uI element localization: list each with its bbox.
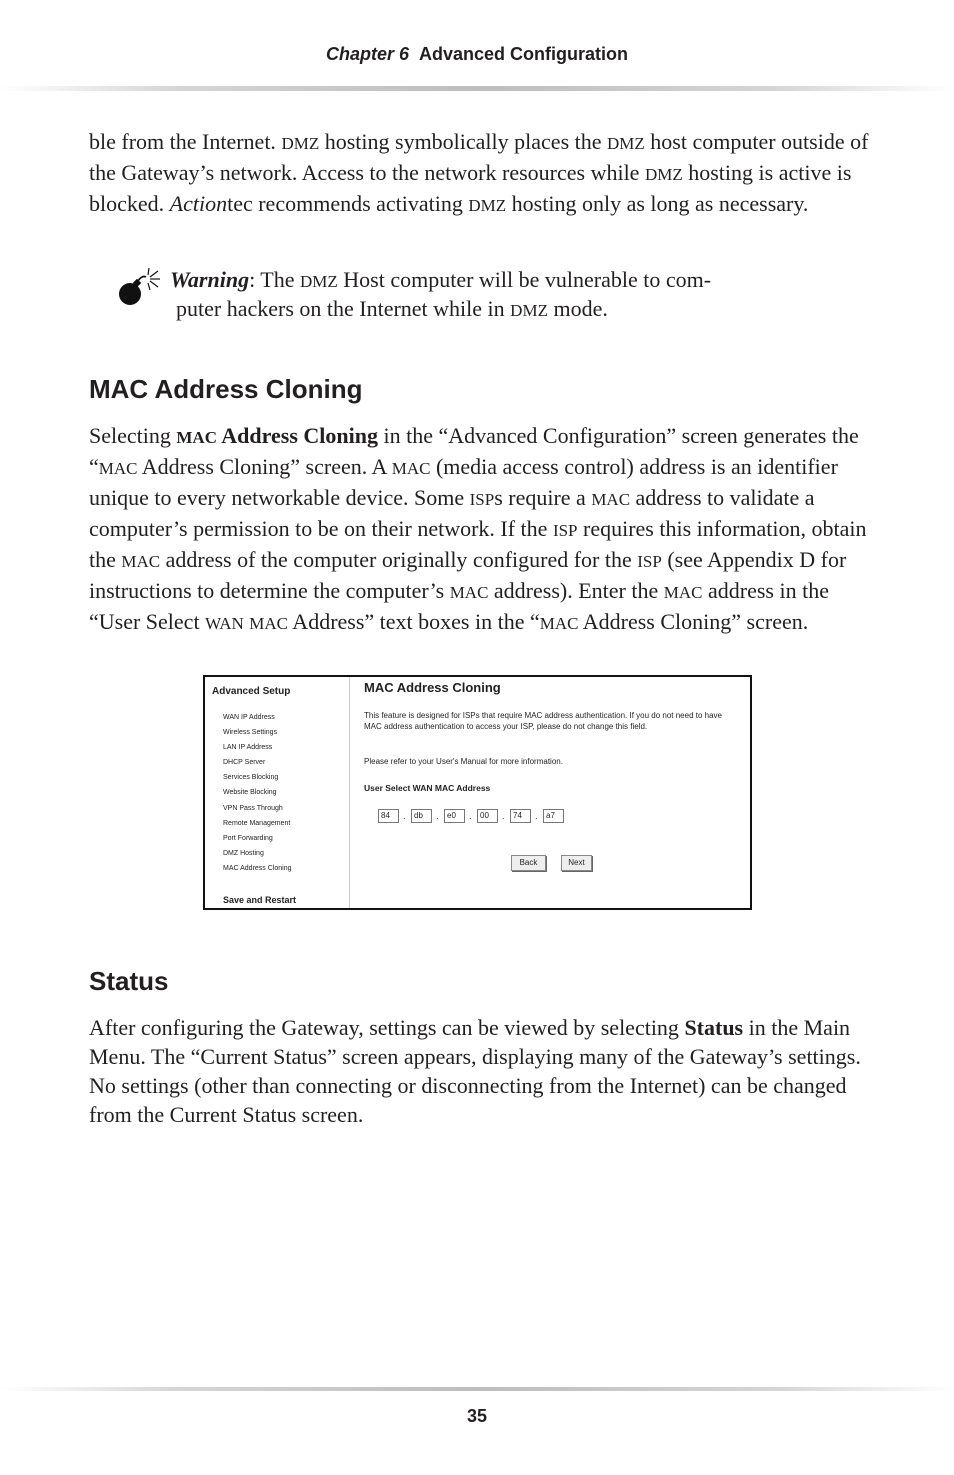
header-rule	[0, 86, 954, 91]
mac-octet-1[interactable]: 84	[378, 809, 399, 823]
sidebar-item-remote-management[interactable]: Remote Management	[223, 820, 291, 827]
sidebar-item-vpn[interactable]: VPN Pass Through	[223, 805, 283, 812]
back-button[interactable]: Back	[511, 855, 546, 871]
sidebar-item-port-forwarding[interactable]: Port Forwarding	[223, 835, 273, 842]
mac-octet-3[interactable]: e0	[444, 809, 465, 823]
footer-rule	[0, 1387, 954, 1391]
status-paragraph: After configuring the Gateway, settings can be viewed by selecting Status in the Main Menu. The “Current Status” screen appears, displaying many of the Gateway’s settings. No settings (other than connecting or disconnecting from the Internet) can be changed from the Current Status screen.	[89, 1015, 861, 1127]
feature-description: This feature is designed for ISPs that require MAC address authentication. If you do not need to have MAC address authentication to access your ISP, please do not change this field.	[364, 711, 722, 731]
save-and-restart-link[interactable]: Save and Restart	[223, 895, 297, 905]
mac-octet-4[interactable]: 00	[477, 809, 498, 823]
sidebar-item-mac-cloning[interactable]: MAC Address Cloning	[223, 865, 292, 872]
chapter-title: Advanced Configuration	[419, 44, 629, 64]
mac-cloning-heading: MAC Address Cloning	[89, 374, 363, 404]
sidebar-item-website-blocking[interactable]: Website Blocking	[223, 789, 277, 796]
octet-separator: .	[535, 811, 538, 821]
mac-octet-2[interactable]: db	[411, 809, 432, 823]
chapter-number: Chapter 6	[325, 44, 409, 64]
mac-cloning-screenshot	[203, 675, 752, 910]
mac-cloning-paragraph: Selecting MAC Address Cloning in the “Advanced Configuration” screen generates the “MAC Address Cloning” screen. A MAC (media access control) address is an identifier unique to every networkable device. Some ISPs require a MAC address to validate a computer’s permission to be on their network. If the ISP requires this information, obtain the MAC address of the computer originally configured for the ISP (see Appendix D for instructions to determine the computer’s MAC address). Enter the MAC address in the “User Select WAN MAC Address” text boxes in the “MAC Address Cloning” screen.	[89, 423, 867, 634]
wan-mac-label: User Select WAN MAC Address	[364, 783, 491, 793]
warning-line-2: puter hackers on the Internet while in DMZ mode.	[176, 296, 608, 321]
manual-reference: Please refer to your User's Manual for more information.	[364, 757, 563, 766]
sidebar-item-services-blocking[interactable]: Services Blocking	[223, 774, 279, 781]
mac-octet-5[interactable]: 74	[510, 809, 531, 823]
sidebar-item-lan-ip[interactable]: LAN IP Address	[223, 744, 273, 751]
octet-separator: .	[403, 811, 406, 821]
screen-title: MAC Address Cloning	[364, 680, 501, 695]
warning-line-1: Warning: The DMZ Host computer will be vulnerable to com-	[170, 267, 712, 292]
sidebar-item-dmz[interactable]: DMZ Hosting	[223, 850, 264, 857]
sidebar-item-wan-ip[interactable]: WAN IP Address	[223, 714, 275, 721]
bomb-icon	[116, 267, 164, 307]
page-number: 35	[466, 1406, 488, 1426]
advanced-setup-sidebar	[205, 677, 350, 908]
running-header	[0, 44, 954, 65]
next-button[interactable]: Next	[561, 855, 592, 871]
sidebar-item-wireless[interactable]: Wireless Settings	[223, 729, 278, 736]
octet-separator: .	[436, 811, 439, 821]
sidebar-item-dhcp[interactable]: DHCP Server	[223, 759, 266, 766]
intro-paragraph: ble from the Internet. DMZ hosting symbolically places the DMZ host computer outside of the Gateway’s network. Access to the network resources while DMZ hosting is active is blocked. Actiontec recommends activating DMZ hosting only as long as necessary.	[89, 129, 869, 216]
octet-separator: .	[502, 811, 505, 821]
status-heading: Status	[89, 966, 169, 996]
sidebar-title: Advanced Setup	[212, 686, 291, 697]
mac-octet-6[interactable]: a7	[543, 809, 564, 823]
octet-separator: .	[469, 811, 472, 821]
